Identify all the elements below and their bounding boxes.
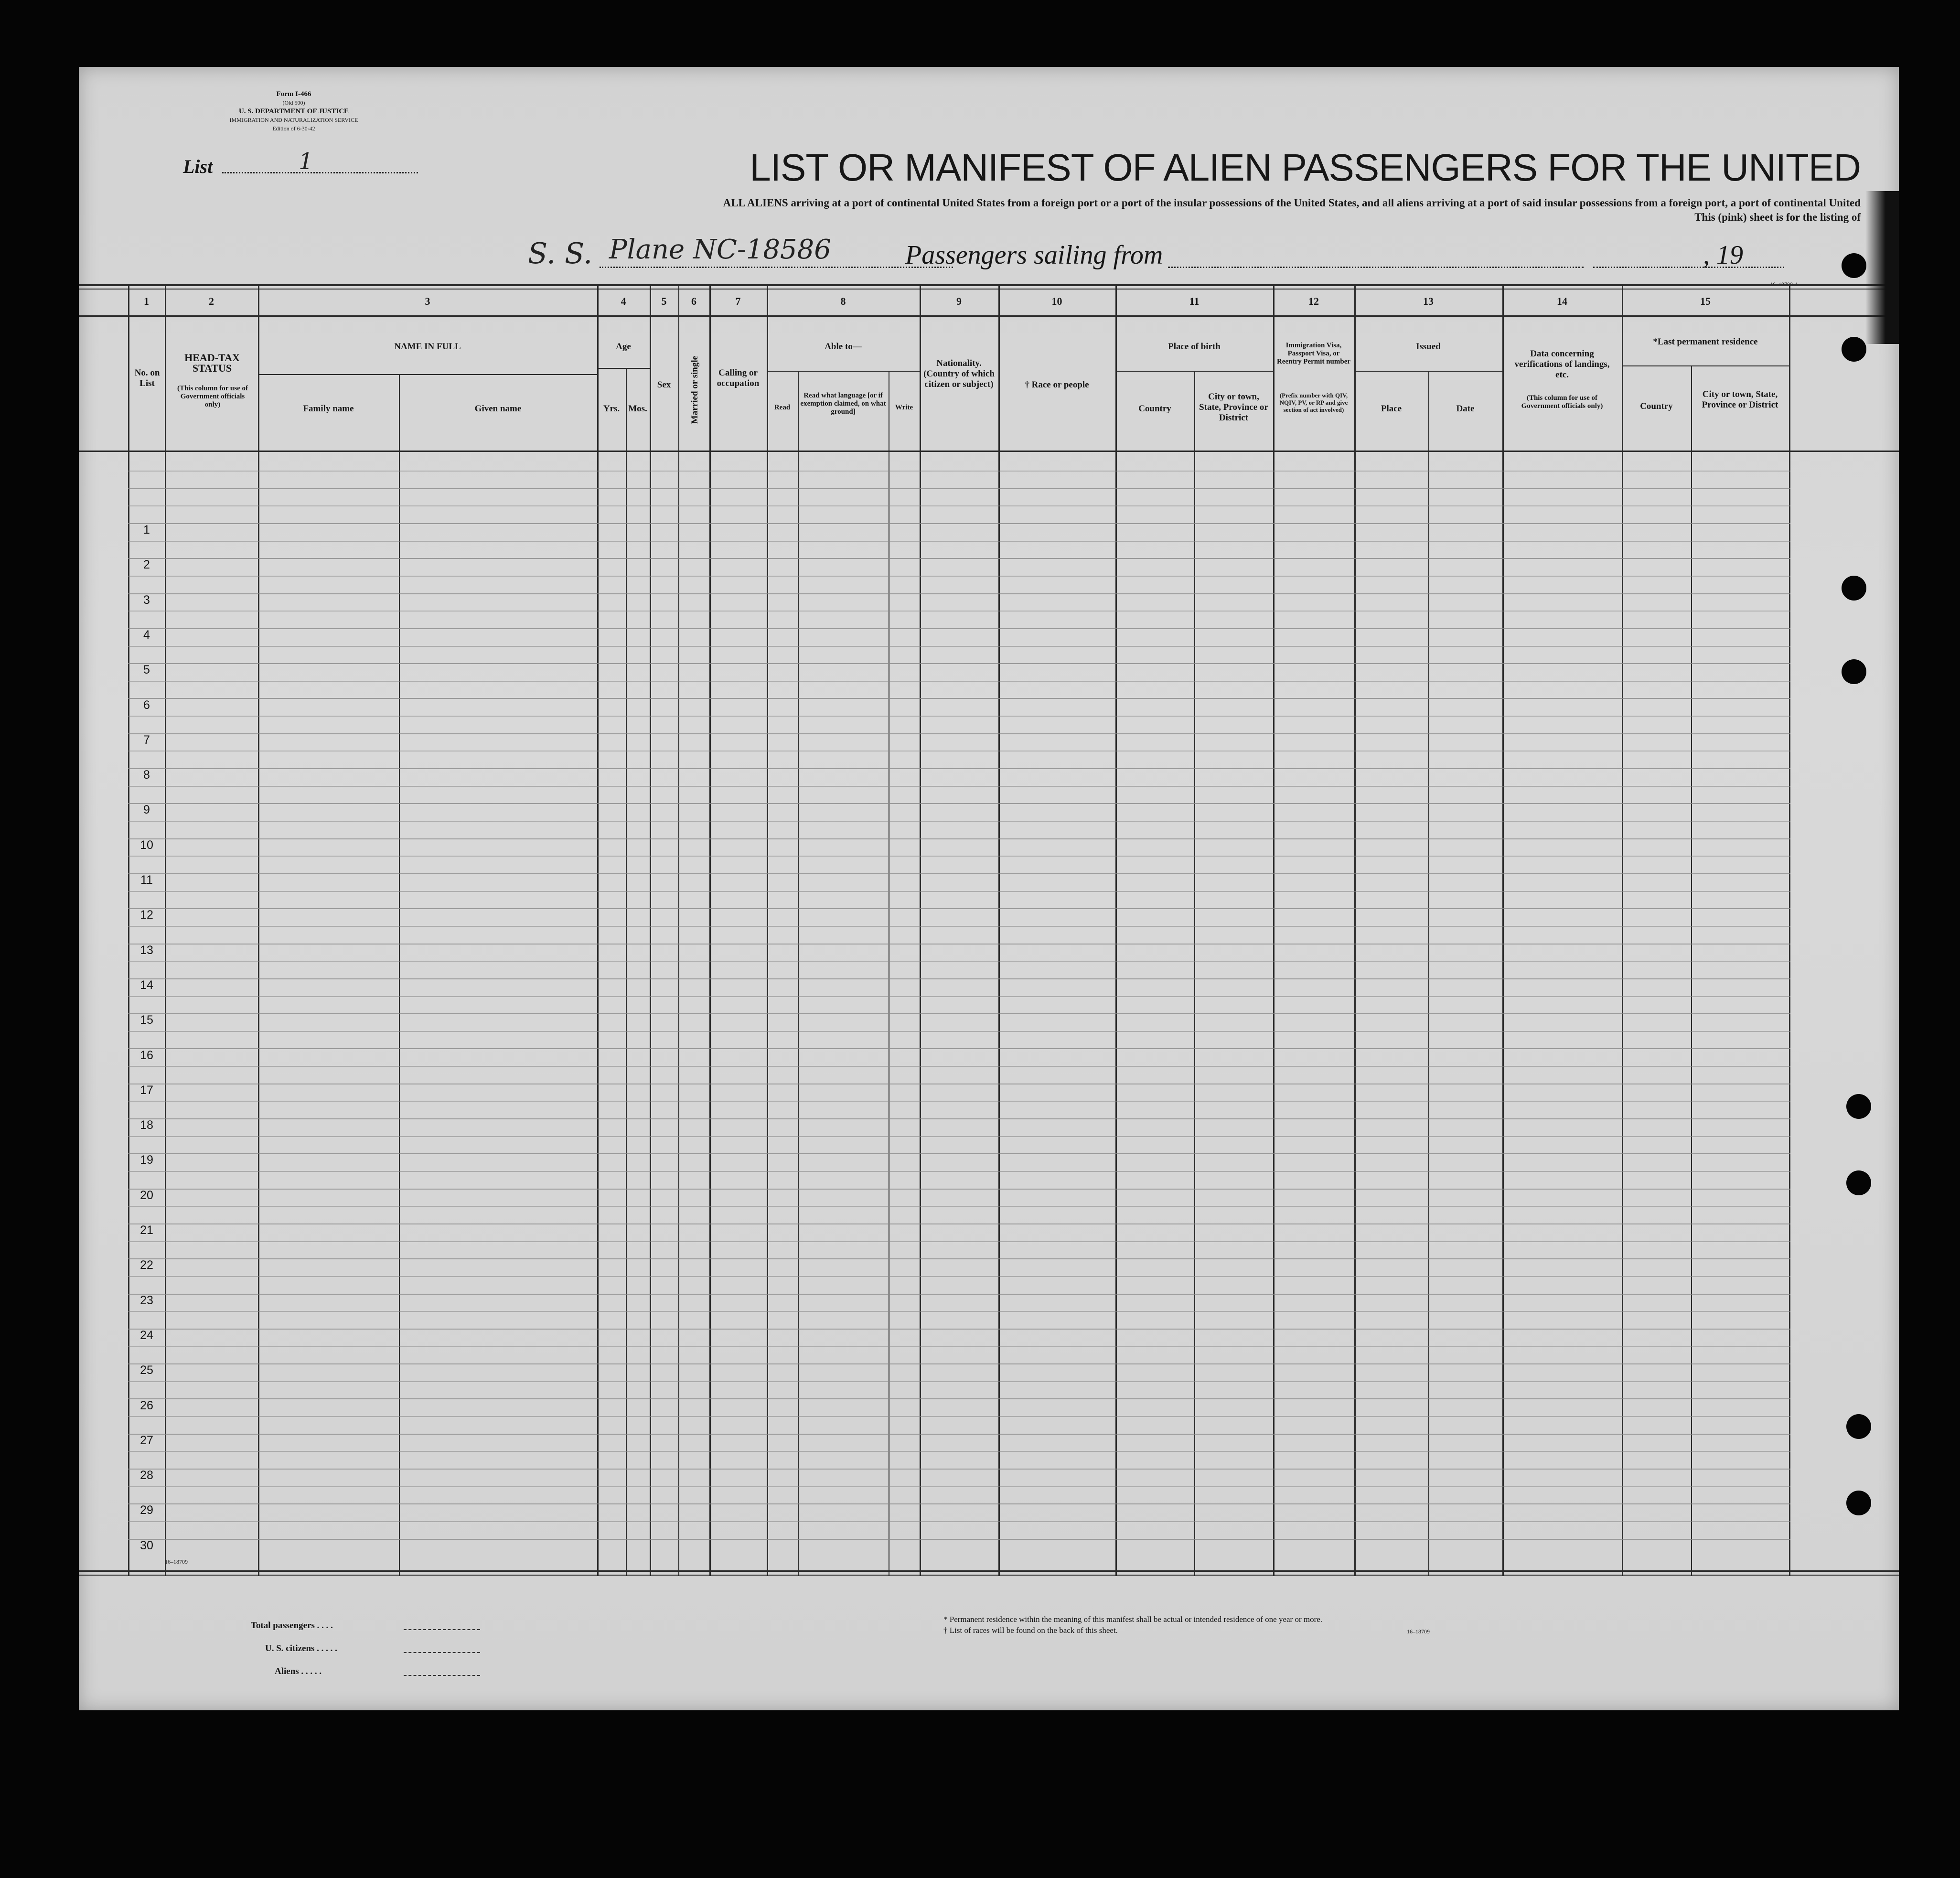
footnote-permanent-residence: * Permanent residence within the meaning of this manifest shall be actual or intended residence of one year or more. [943, 1615, 1323, 1624]
col-line-11a [1194, 371, 1195, 1576]
ruled-line [128, 1206, 1790, 1207]
ruled-line [128, 1031, 1790, 1032]
ruled-line [128, 541, 1790, 542]
ruled-line [128, 523, 1790, 524]
ruled-line [128, 471, 1790, 472]
ruled-line [128, 558, 1790, 559]
ruled-line [128, 1486, 1790, 1487]
row-number: 17 [140, 1083, 153, 1097]
hdr-place-of-birth: Place of birth [1168, 342, 1221, 352]
sailing-from-label: Passengers sailing from [905, 240, 1163, 270]
hdr-age-yrs: Yrs. [603, 404, 620, 414]
colnum-8: 8 [840, 295, 846, 307]
manifest-title: LIST OR MANIFEST OF ALIEN PASSENGERS FOR THE UNITED [750, 146, 1861, 189]
date-line [1593, 267, 1784, 268]
ruled-line [128, 1381, 1790, 1382]
col-line-12 [1354, 286, 1356, 1576]
col-line-14 [1622, 286, 1623, 1576]
department-name: U. S. DEPARTMENT OF JUSTICE [238, 107, 349, 115]
hdr-race: † Race or people [1025, 380, 1089, 390]
hdr-age-mos: Mos. [628, 404, 647, 414]
col-line-3a [399, 374, 400, 1576]
ruled-line [128, 733, 1790, 734]
ruled-line [128, 1223, 1790, 1224]
ruled-line [128, 908, 1790, 909]
ruled-line [128, 1171, 1790, 1172]
colnum-14: 14 [1557, 295, 1567, 307]
ruled-line [128, 996, 1790, 997]
ruled-line [128, 1346, 1790, 1347]
col-line-1 [165, 286, 166, 1576]
col-line-4 [650, 286, 651, 1576]
row-number: 3 [143, 593, 150, 607]
row-number: 1 [143, 523, 150, 537]
punch-hole [1842, 659, 1866, 684]
hdr-residence-city: City or town, State, Province or District [1702, 389, 1778, 410]
row-number: 19 [140, 1153, 153, 1167]
ruled-line [128, 1503, 1790, 1504]
ruled-line [128, 1521, 1790, 1522]
row-number: 12 [140, 908, 153, 922]
ruled-line [128, 611, 1790, 612]
vessel-line [600, 267, 953, 268]
hdr-sex: Sex [657, 380, 671, 390]
row-number: 25 [140, 1363, 153, 1377]
punch-hole [1846, 1414, 1871, 1439]
row-number: 26 [140, 1398, 153, 1412]
ruled-line [128, 1276, 1790, 1277]
row-number: 13 [140, 943, 153, 957]
row-number: 9 [143, 803, 150, 817]
row-number: 14 [140, 978, 153, 992]
colnum-3: 3 [425, 295, 430, 307]
col-line-9 [998, 286, 1000, 1576]
colnum-6: 6 [691, 295, 696, 307]
ruled-line [128, 786, 1790, 787]
row-number: 4 [143, 628, 150, 642]
colnum-4: 4 [621, 295, 626, 307]
ss-label: S. S. [528, 237, 593, 270]
ruled-line [128, 1539, 1790, 1540]
col-line-4a [626, 368, 627, 1576]
us-citizens-label: U. S. citizens . . . . . [265, 1643, 337, 1653]
year-label: , 19 [1703, 240, 1743, 270]
colnum-9: 9 [956, 295, 962, 307]
hdr-married-single: Married or single [690, 355, 700, 424]
hdr-issued: Issued [1416, 342, 1441, 352]
punch-hole [1846, 1094, 1871, 1119]
ruled-line [128, 1013, 1790, 1014]
punch-hole [1842, 576, 1866, 601]
col-line-13 [1502, 286, 1504, 1576]
ruled-line [128, 1241, 1790, 1242]
colnum-5: 5 [661, 295, 667, 307]
footnote-races: † List of races will be found on the back of this sheet. [943, 1626, 1118, 1635]
colnum-13: 13 [1423, 295, 1434, 307]
rule-header-bottom [79, 451, 1899, 452]
hdr-last-residence: *Last permanent residence [1653, 337, 1758, 347]
ruled-line [128, 593, 1790, 594]
manifest-subtitle-2: This (pink) sheet is for the listing of [1694, 211, 1861, 223]
ruled-line [128, 838, 1790, 839]
rule-table-bottom [79, 1570, 1899, 1572]
col-line-10 [1115, 286, 1117, 1576]
ruled-line [128, 873, 1790, 874]
hdr-head-tax-note: (This column for use of Government officials only) [177, 385, 248, 408]
row-number: 11 [140, 873, 153, 887]
manifest-sheet [79, 67, 1899, 1710]
hdr-verification-note: (This column for use of Government officials only) [1521, 394, 1603, 410]
ruled-line [128, 1363, 1790, 1364]
row-number: 2 [143, 558, 150, 572]
col-line-15 [1789, 286, 1790, 1576]
col-line-5 [678, 286, 679, 1576]
hdr-head-tax: HEAD-TAX STATUS [184, 352, 240, 374]
ruled-line [128, 1398, 1790, 1399]
ruled-line [128, 505, 1790, 506]
form-number: Form I-466 [276, 90, 311, 98]
manifest-subtitle-1: ALL ALIENS arriving at a port of continental United States from a foreign port or a port of the insular possessions of the United States, and all aliens arriving at a port of said insular possessions from a foreign port, a port of continental United [723, 197, 1861, 209]
row-number: 16 [140, 1048, 153, 1062]
row-number: 23 [140, 1293, 153, 1307]
aliens-line [404, 1675, 480, 1676]
rule-colnums [79, 315, 1899, 317]
row-number: 10 [140, 838, 153, 852]
ruled-line [128, 1416, 1790, 1417]
col-line-7 [767, 286, 768, 1576]
hdr-visa: Immigration Visa, Passport Visa, or Reentry Permit number [1276, 342, 1351, 365]
ruled-line [128, 1136, 1790, 1137]
row-number: 18 [140, 1118, 153, 1132]
col-line-11 [1273, 286, 1275, 1576]
us-citizens-line [404, 1652, 480, 1653]
ruled-line [128, 628, 1790, 629]
rule-table-bottom-2 [79, 1575, 1899, 1576]
rule-able-sub [767, 371, 920, 372]
list-number-value: 1 [299, 148, 313, 175]
hdr-birth-country: Country [1138, 404, 1171, 414]
row-number: 27 [140, 1433, 153, 1447]
vessel-name: Plane NC-18586 [609, 234, 831, 265]
row-number: 28 [140, 1469, 153, 1482]
colnum-1: 1 [144, 295, 149, 307]
ruled-line [128, 716, 1790, 717]
ruled-line [128, 1101, 1790, 1102]
ruled-line [128, 1294, 1790, 1295]
hdr-given-name: Given name [474, 404, 522, 414]
ruled-line [128, 1434, 1790, 1435]
ruled-line [128, 698, 1790, 699]
row-number: 7 [143, 733, 150, 747]
row-number: 30 [140, 1538, 153, 1552]
hdr-name-in-full: NAME IN FULL [394, 342, 461, 352]
rule-top-2 [79, 289, 1899, 290]
ruled-line [128, 821, 1790, 822]
ruled-line [128, 1189, 1790, 1190]
hdr-issued-place: Place [1381, 404, 1402, 414]
hdr-age: Age [616, 342, 631, 352]
aliens-label: Aliens . . . . . [275, 1666, 322, 1676]
col-line-8a [798, 371, 799, 1576]
ruled-line [128, 1118, 1790, 1119]
hdr-issued-date: Date [1456, 404, 1475, 414]
ruled-line [128, 576, 1790, 577]
hdr-write: Write [895, 404, 913, 411]
punch-hole [1846, 1491, 1871, 1515]
rule-res-sub [1622, 365, 1789, 366]
col-line-3 [597, 286, 599, 1576]
hdr-visa-note: (Prefix number with QIV, NQIV, PV, or RP and give section of act involved) [1279, 392, 1348, 413]
ruled-line [128, 1258, 1790, 1259]
row-number: 24 [140, 1328, 153, 1342]
col-line-13a [1428, 371, 1429, 1576]
punch-hole [1842, 337, 1866, 362]
ruled-line [128, 1311, 1790, 1312]
ruled-line [128, 1153, 1790, 1154]
colnum-2: 2 [209, 295, 214, 307]
sailing-from-line [1168, 267, 1584, 268]
hdr-read: Read [774, 404, 791, 411]
col-line-0 [128, 286, 129, 1576]
colnum-10: 10 [1051, 295, 1062, 307]
ruled-line [128, 961, 1790, 962]
row-number: 8 [143, 768, 150, 782]
row-number: 21 [140, 1223, 153, 1237]
ruled-line [128, 926, 1790, 927]
colnum-11: 11 [1189, 295, 1200, 307]
ruled-line [128, 488, 1790, 489]
list-number-line [222, 172, 418, 173]
col-line-2 [258, 286, 259, 1576]
ruled-line [128, 803, 1790, 804]
total-passengers-line [404, 1629, 480, 1630]
row-number: 29 [140, 1503, 153, 1517]
ruled-line [128, 646, 1790, 647]
ruled-line [128, 663, 1790, 664]
row-number: 15 [140, 1013, 153, 1027]
ruled-line [128, 1066, 1790, 1067]
ruled-line [128, 681, 1790, 682]
print-code-footnote: 16–18709 [1407, 1628, 1430, 1635]
list-label: List [183, 156, 213, 177]
rule-age-sub [597, 368, 650, 369]
ruled-line [128, 978, 1790, 979]
colnum-15: 15 [1700, 295, 1711, 307]
punch-hole [1846, 1170, 1871, 1195]
form-old-number: (Old 500) [282, 99, 305, 106]
total-passengers-label: Total passengers . . . . [251, 1620, 333, 1631]
rule-top-1 [79, 284, 1899, 286]
ruled-line [128, 1469, 1790, 1470]
colnum-12: 12 [1308, 295, 1319, 307]
ruled-line [128, 1048, 1790, 1049]
hdr-read-what: Read what language [or if exemption claimed, on what ground] [800, 392, 886, 416]
ruled-line [128, 891, 1790, 892]
punch-hole [1842, 253, 1866, 278]
col-line-6 [709, 286, 711, 1576]
ruled-line [128, 1329, 1790, 1330]
hdr-no-on-list: No. on List [134, 368, 160, 388]
col-line-15a [1691, 365, 1692, 1576]
hdr-family-name: Family name [303, 404, 354, 414]
ruled-line [128, 1451, 1790, 1452]
ruled-line [128, 856, 1790, 857]
hdr-able-to: Able to— [825, 342, 862, 352]
row-number: 5 [143, 663, 150, 677]
row-number: 22 [140, 1258, 153, 1272]
row-number: 20 [140, 1188, 153, 1202]
row-number: 6 [143, 698, 150, 712]
hdr-verification: Data concerning verifications of landings, etc. [1514, 349, 1610, 380]
form-header [222, 90, 365, 133]
hdr-residence-country: Country [1640, 401, 1673, 411]
col-line-8 [920, 286, 921, 1576]
form-edition: Edition of 6-30-42 [272, 125, 315, 132]
ruled-line [128, 768, 1790, 769]
rule-name-sub [258, 374, 597, 375]
colnum-7: 7 [735, 295, 741, 307]
hdr-calling: Calling or occupation [717, 368, 760, 388]
hdr-nationality: Nationality. (Country of which citizen or subject) [923, 358, 995, 389]
torn-edge [1865, 191, 1899, 344]
hdr-birth-city: City or town, State, Province or District [1199, 392, 1268, 423]
service-name: IMMIGRATION AND NATURALIZATION SERVICE [229, 117, 358, 123]
print-code-bottom-left: 16–18709 [165, 1558, 188, 1565]
